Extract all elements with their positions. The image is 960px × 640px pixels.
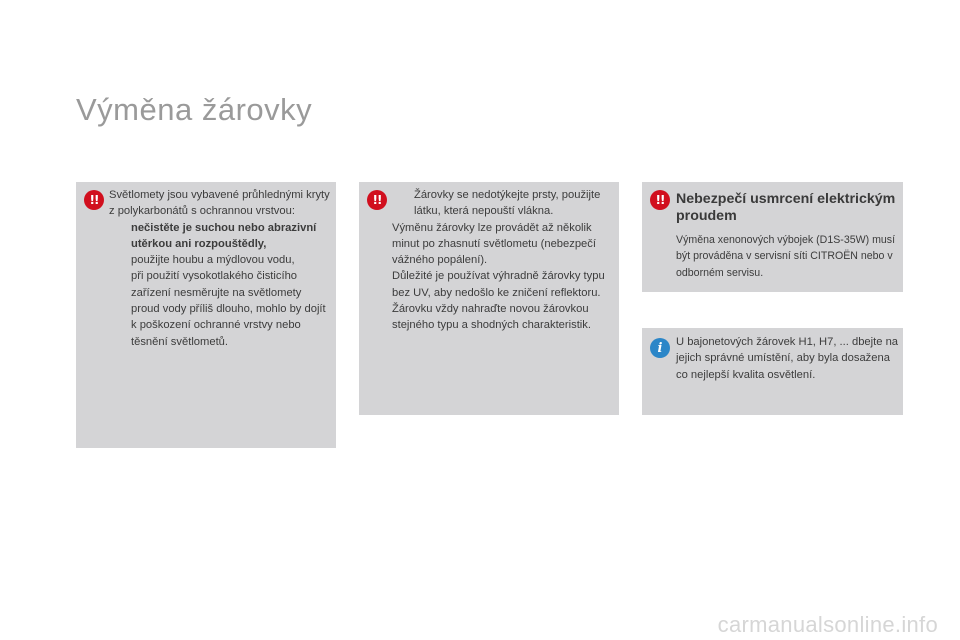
- bullet-text: použijte houbu a mýdlovou vodu,: [131, 254, 295, 267]
- warning-icon: !!: [367, 190, 387, 210]
- warning-icon: !!: [650, 190, 670, 210]
- bullet-text: Žárovky se nedotýkejte prsty, použijte látku, která nepouští vlákna.: [414, 189, 601, 218]
- box-text: [392, 187, 614, 334]
- info-box-bayonet-bulbs: [642, 328, 903, 415]
- list-item: [109, 220, 331, 253]
- paragraph: Výměna xenonových výbojek (D1S-35W) musí být prováděna v servisní síti CITROËN nebo v odborném servisu.: [676, 234, 896, 279]
- list-item: [109, 268, 331, 349]
- warning-title: Nebezpečí usmrcení elektrickým proudem: [676, 191, 896, 224]
- warning-box-bulb-handling: [359, 182, 619, 415]
- list-item: [109, 252, 331, 268]
- watermark: carmanualsonline.info: [717, 612, 938, 637]
- page-title: Výměna žárovky: [76, 92, 313, 127]
- bullet-text: nečistěte je suchou nebo abrazivní utěrkou ani rozpouštědly,: [131, 221, 317, 250]
- list-item: [392, 187, 614, 220]
- info-icon: i: [650, 338, 670, 358]
- warning-icon: !!: [84, 190, 104, 210]
- box-text: [109, 187, 331, 350]
- intro-text: Světlomety jsou vybavené průhlednými kryty z polykarbonátů s ochrannou vrstvou:: [109, 189, 330, 218]
- box-text: [676, 187, 898, 281]
- paragraph: Výměnu žárovky lze provádět až několik minut po zhasnutí světlometu (nebezpečí vážného popálení).: [392, 221, 596, 267]
- warning-box-electrocution: [642, 182, 903, 292]
- box-text: [676, 334, 898, 383]
- paragraph: U bajonetových žárovek H1, H7, ... dbejte na jejich správné umístění, aby byla dosažena co nejlepší kvalita osvětlení.: [676, 336, 899, 381]
- bullet-text: při použití vysokotlakého čisticího zařízení nesměrujte na světlomety proud vody příliš dlouho, mohlo by dojít k poškození ochranné vrstvy nebo těsnění světlometů.: [131, 270, 326, 348]
- warning-box-headlamp-covers: [76, 182, 336, 448]
- paragraph: Důležité je používat výhradně žárovky typu bez UV, aby nedošlo ke zničení reflektoru.: [392, 270, 605, 299]
- paragraph: Žárovku vždy nahraďte novou žárovkou stejného typu a shodných charakteristik.: [392, 303, 591, 332]
